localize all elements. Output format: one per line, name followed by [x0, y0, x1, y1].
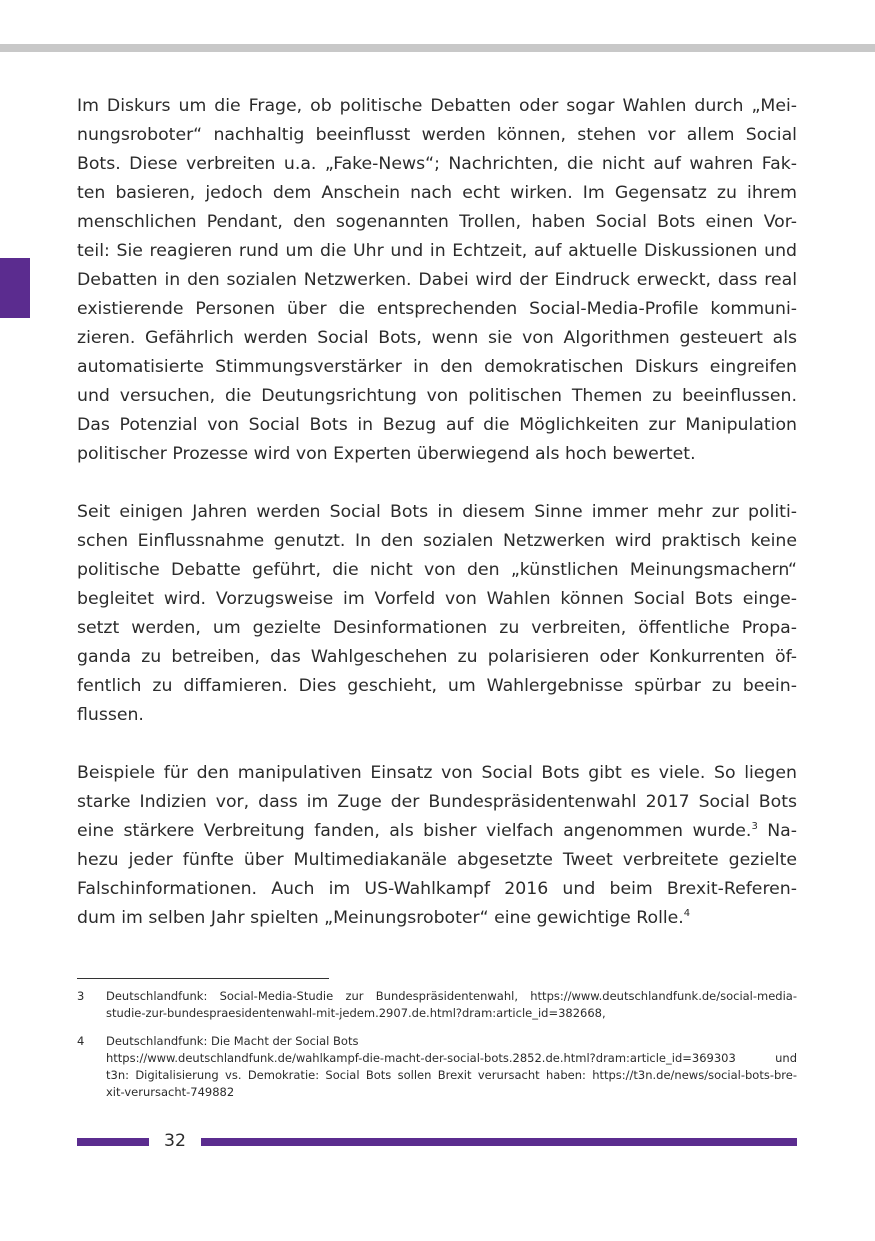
text-line: begleitet wird. Vorzugsweise im Vorfeld von Wahlen können Social Bots einge- [77, 589, 797, 609]
footnote-line[interactable]: Deutschlandfunk: Social-Media-Studie zur Bundespräsidentenwahl, https://www.deutschlandfunk.de/social-media- [106, 989, 797, 1003]
text-line: existierende Personen über die entsprechenden Social-Media-Profile kommuni- [77, 299, 797, 319]
footnote-body [106, 988, 797, 1022]
paragraph-1 [77, 92, 797, 469]
footnote-line[interactable]: xit-verursacht-749882 [106, 1085, 235, 1099]
footnote-separator [77, 978, 329, 979]
text-line: setzt werden, um gezielte Desinformationen zu verbreiten, öffentliche Propa- [77, 618, 797, 638]
text-segment: eine stärkere Verbreitung fanden, als bisher vielfach angenommen wurde. [77, 821, 752, 841]
body-text [77, 92, 797, 962]
text-line-with-footnote [77, 904, 797, 933]
text-segment: Na- [757, 821, 798, 841]
footnote-line[interactable]: https://www.deutschlandfunk.de/wahlkampf-die-macht-der-social-bots.2852.de.html?dram:article_id=369303 und [106, 1051, 797, 1065]
text-line: Bots. Diese verbreiten u.a. „Fake-News“; Nachrichten, die nicht auf wahren Fak- [77, 154, 797, 174]
text-line: nungsroboter“ nachhaltig beeinflusst werden können, stehen vor allem Social [77, 125, 797, 145]
text-line: und versuchen, die Deutungsrichtung von politischen Themen zu beeinflussen. [77, 386, 797, 406]
text-line: automatisierte Stimmungsverstärker in den demokratischen Diskurs eingreifen [77, 357, 797, 377]
footer-bar-left [77, 1138, 149, 1146]
footnote-ref-4[interactable]: 4 [683, 908, 691, 920]
footer-bar-right [201, 1138, 797, 1146]
text-line: hezu jeder fünfte über Multimediakanäle abgesetzte Tweet verbreitete gezielte [77, 850, 797, 870]
text-line: teil: Sie reagieren rund um die Uhr und in Echtzeit, auf aktuelle Diskussionen und [77, 241, 797, 261]
page-number: 32 [164, 1131, 186, 1151]
text-line: Debatten in den sozialen Netzwerken. Dabei wird der Eindruck erweckt, dass real [77, 270, 797, 290]
text-line: politischer Prozesse wird von Experten überwiegend als hoch bewertet. [77, 444, 696, 464]
footnote-line[interactable]: t3n: Digitalisierung vs. Demokratie: Social Bots sollen Brexit verursacht haben: https://t3n.de/news/social-bots-bre- [106, 1068, 797, 1082]
footnote-3 [77, 988, 797, 1022]
footnote-body [106, 1033, 797, 1101]
text-line: starke Indizien vor, dass im Zuge der Bundespräsidentenwahl 2017 Social Bots [77, 792, 797, 812]
paragraph-3 [77, 759, 797, 933]
text-line: Falschinformationen. Auch im US-Wahlkampf 2016 und beim Brexit-Referen- [77, 879, 797, 899]
text-line: menschlichen Pendant, den sogenannten Trollen, haben Social Bots einen Vor- [77, 212, 797, 232]
text-line: zieren. Gefährlich werden Social Bots, wenn sie von Algorithmen gesteuert als [77, 328, 797, 348]
footnote-4 [77, 1033, 797, 1101]
chapter-side-tab [0, 258, 30, 318]
footnote-number: 4 [77, 1034, 85, 1048]
text-line: fentlich zu diffamieren. Dies geschieht, um Wahlergebnisse spürbar zu beein- [77, 676, 797, 696]
text-line: Das Potenzial von Social Bots in Bezug auf die Möglichkeiten zur Manipulation [77, 415, 797, 435]
text-segment: dum im selben Jahr spielten „Meinungsroboter“ eine gewichtige Rolle. [77, 908, 684, 928]
text-line: ganda zu betreiben, das Wahlgeschehen zu polarisieren oder Konkurrenten öf- [77, 647, 797, 667]
footnote-ref-3[interactable]: 3 [751, 821, 758, 833]
text-line: Seit einigen Jahren werden Social Bots in diesem Sinne immer mehr zur politi- [77, 502, 797, 522]
text-line: ten basieren, jedoch dem Anschein nach echt wirken. Im Gegensatz zu ihrem [77, 183, 797, 203]
footnote-line[interactable]: studie-zur-bundespraesidentenwahl-mit-jedem.2907.de.html?dram:article_id=382668, [106, 1006, 606, 1020]
text-line-with-footnote [77, 817, 797, 846]
text-line: Beispiele für den manipulativen Einsatz von Social Bots gibt es viele. So liegen [77, 763, 797, 783]
text-line: flussen. [77, 705, 144, 725]
text-line: schen Einflussnahme genutzt. In den sozialen Netzwerken wird praktisch keine [77, 531, 797, 551]
footnote-number: 3 [77, 989, 85, 1003]
footnote-line: Deutschlandfunk: Die Macht der Social Bots [106, 1034, 359, 1048]
text-line: politische Debatte geführt, die nicht von den „künstlichen Meinungsmachern“ [77, 560, 797, 580]
paragraph-2 [77, 498, 797, 730]
top-rule [0, 44, 875, 52]
footnotes [77, 988, 797, 1112]
text-line: Im Diskurs um die Frage, ob politische Debatten oder sogar Wahlen durch „Mei- [77, 96, 797, 116]
